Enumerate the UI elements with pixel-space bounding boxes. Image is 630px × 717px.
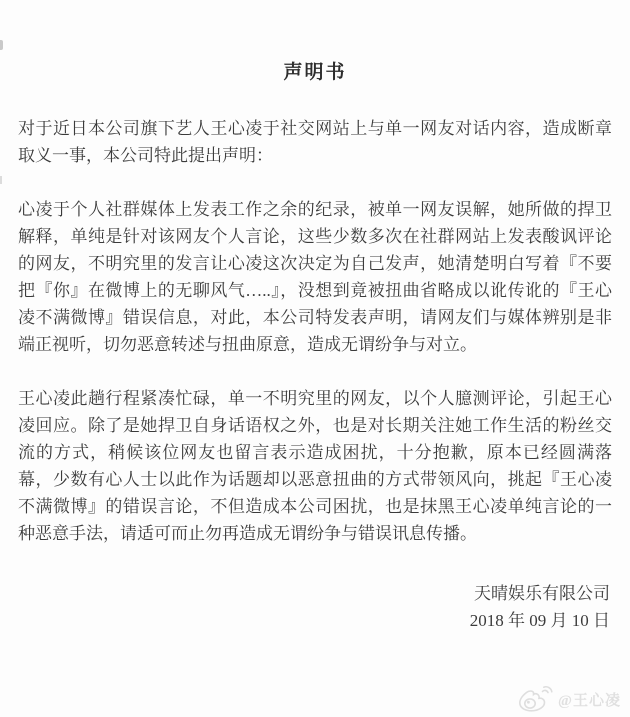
statement-paragraph-2: 王心凌此趟行程紧凑忙碌，单一不明究里的网友，以个人臆测评论，引起王心凌回应。除了是她捍卫自身话语权之外，也是对长期关注她工作生活的粉丝交流的方式，稍候该位网友也留言表示造成困扰，十分抱歉，原本已经圆满落幕，少数有心人士以此作为话题却以恶意扭曲的方式带领风向，挑起『王心凌不满微博』的错误言论，不但造成本公司困扰，也是抹黑王心凌单纯言论的一种恶意手法，请适可而止勿再造成无谓纷争与错误讯息传播。 [18, 389, 612, 543]
statement-paragraph-1: 心凌于个人社群媒体上发表工作之余的纪录，被单一网友误解，她所做的捍卫解释，单纯是针对该网友个人言论，这些少数多次在社群网站上发表酸讽评论的网友，不明究里的发言让心凌这次决定为自己发声，她清楚明白写着『不要把『你』在微博上的无聊风气…..』，没想到竟被扭曲省略成以讹传讹的『王心凌不满微博』错误信息，对此，本公司特发表声明，请网友们与媒体辨别是非端正视听，切勿恶意转述与扭曲原意，造成无谓纷争与对立。 [18, 200, 612, 354]
signature-block [0, 580, 610, 634]
weibo-icon [517, 685, 553, 713]
statement-date: 2018 年 09 月 10 日 [469, 611, 610, 630]
intro-paragraph: 对于近日本公司旗下艺人王心凌于社交网站上与单一网友对话内容，造成断章取义一事，本公司特此提出声明： [18, 119, 612, 165]
scan-artifact [0, 176, 2, 184]
weibo-handle: @王心凌 [558, 692, 621, 709]
scan-artifact [0, 40, 3, 50]
weibo-watermark [517, 685, 621, 713]
document-title: 声明书 [283, 62, 347, 83]
company-name: 天晴娱乐有限公司 [474, 584, 610, 603]
statement-body [18, 115, 612, 547]
